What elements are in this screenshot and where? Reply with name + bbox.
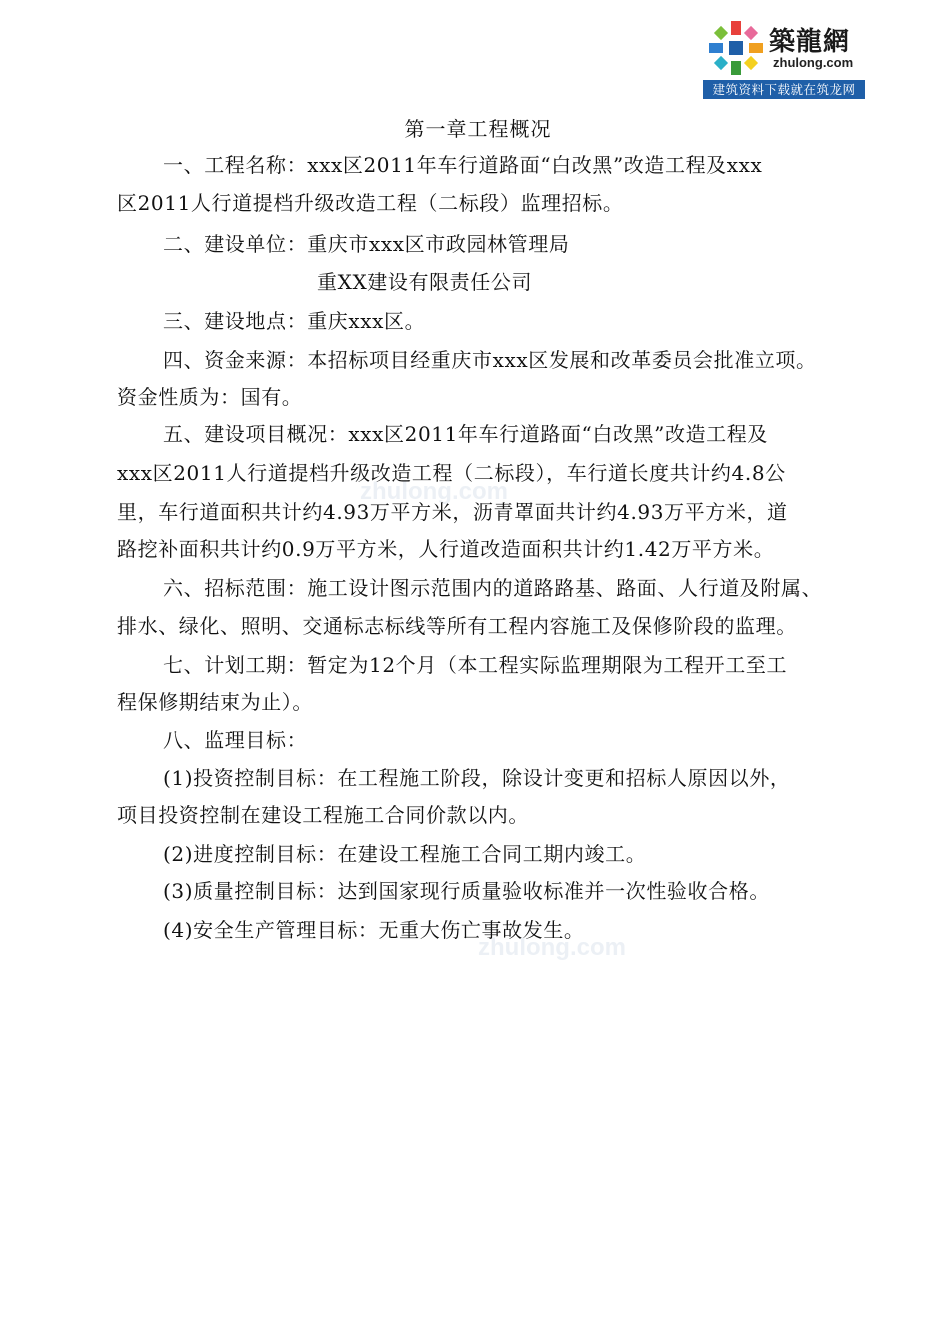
logo-slogan: 建筑资料下载就在筑龙网: [703, 80, 865, 99]
zhulong-logo: [703, 17, 865, 99]
logo-name: 築龍網: [769, 27, 851, 57]
text-line: 区2011人行道提档升级改造工程（二标段）监理招标。: [117, 191, 624, 215]
text-line: 六、招标范围：施工设计图示范围内的道路路基、路面、人行道及附属、: [163, 576, 823, 600]
text-line: 七、计划工期：暂定为12个月（本工程实际监理期限为工程开工至工: [163, 653, 788, 677]
text-line: 八、监理目标：: [163, 728, 308, 752]
text-line: 项目投资控制在建设工程施工合同价款以内。: [117, 803, 529, 827]
text-line: (1)投资控制目标：在工程施工阶段，除设计变更和招标人原因以外，: [163, 766, 791, 790]
text-line: 里，车行道面积共计约4.93万平方米，沥青罩面共计约4.93万平方米，道: [117, 500, 788, 524]
watermark: zhulong.com: [478, 934, 626, 961]
watermark: zhulong.com: [360, 478, 508, 505]
text-line: 程保修期结束为止）。: [117, 690, 313, 714]
text-line: (2)进度控制目标：在建设工程施工合同工期内竣工。: [163, 842, 647, 866]
text-line: 路挖补面积共计约0.9万平方米，人行道改造面积共计约1.42万平方米。: [117, 537, 775, 561]
text-line: 五、建设项目概况：xxx区2011年车行道路面“白改黑”改造工程及: [163, 422, 768, 446]
text-line: 资金性质为：国有。: [117, 385, 303, 409]
text-line: 三、建设地点：重庆xxx区。: [163, 309, 426, 333]
text-line: 一、工程名称：xxx区2011年车行道路面“白改黑”改造工程及xxx: [163, 153, 763, 177]
text-line: xxx区2011人行道提档升级改造工程（二标段），车行道长度共计约4.8公: [117, 461, 786, 485]
pinwheel-icon: [707, 19, 765, 77]
logo-top: [703, 17, 865, 79]
text-line: 二、建设单位：重庆市xxx区市政园林管理局: [163, 232, 570, 256]
text-line: 四、资金来源：本招标项目经重庆市xxx区发展和改革委员会批准立项。: [163, 348, 817, 372]
text-line: 重XX建设有限责任公司: [317, 270, 533, 294]
text-line: (3)质量控制目标：达到国家现行质量验收标准并一次性验收合格。: [163, 879, 770, 903]
text-line: 排水、绿化、照明、交通标志标线等所有工程内容施工及保修阶段的监理。: [117, 614, 797, 638]
chapter-title: 第一章工程概况: [404, 117, 552, 141]
logo-domain: zhulong.com: [773, 55, 854, 70]
text-line: (4)安全生产管理目标：无重大伤亡事故发生。: [163, 918, 585, 942]
